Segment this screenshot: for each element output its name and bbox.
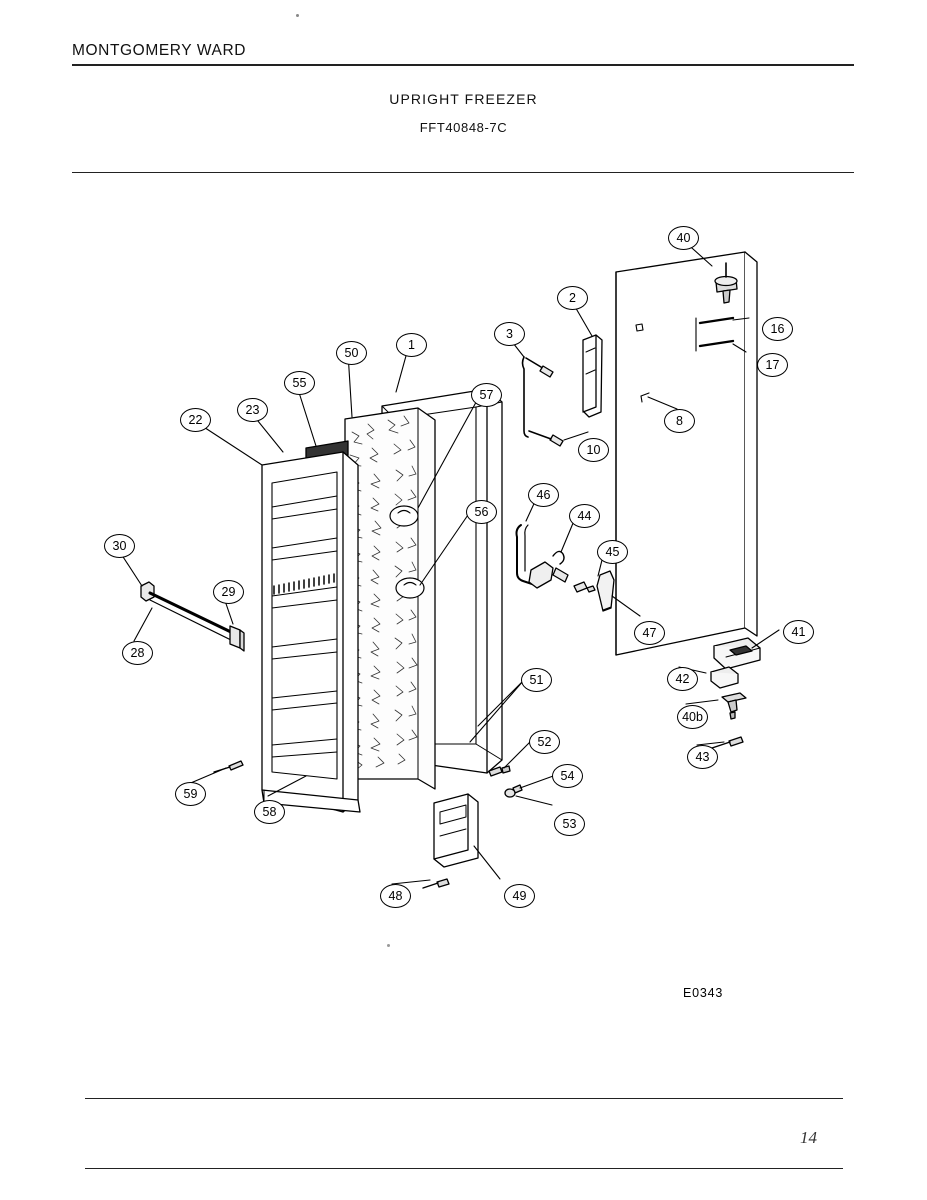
callout-51[interactable]: 51 — [521, 668, 552, 692]
callout-49[interactable]: 49 — [504, 884, 535, 908]
callout-23[interactable]: 23 — [237, 398, 268, 422]
callout-50[interactable]: 50 — [336, 341, 367, 365]
diagram-code: E0343 — [683, 986, 724, 1000]
callout-40-top[interactable]: 40 — [668, 226, 699, 250]
callout-48[interactable]: 48 — [380, 884, 411, 908]
callout-57[interactable]: 57 — [471, 383, 502, 407]
callout-30[interactable]: 30 — [104, 534, 135, 558]
model-number: FFT40848-7C — [419, 120, 508, 135]
callout-43[interactable]: 43 — [687, 745, 718, 769]
callout-56[interactable]: 56 — [466, 500, 497, 524]
callout-52[interactable]: 52 — [529, 730, 560, 754]
page-number-handwritten: 14 — [800, 1128, 817, 1147]
callout-59[interactable]: 59 — [175, 782, 206, 806]
callout-2[interactable]: 2 — [557, 286, 588, 310]
callout-53[interactable]: 53 — [554, 812, 585, 836]
callout-54[interactable]: 54 — [552, 764, 583, 788]
callout-44[interactable]: 44 — [569, 504, 600, 528]
callout-28[interactable]: 28 — [122, 641, 153, 665]
callout-29[interactable]: 29 — [213, 580, 244, 604]
callout-42[interactable]: 42 — [667, 667, 698, 691]
callout-1[interactable]: 1 — [396, 333, 427, 357]
callout-47[interactable]: 47 — [634, 621, 665, 645]
callout-8[interactable]: 8 — [664, 409, 695, 433]
callout-45[interactable]: 45 — [597, 540, 628, 564]
callout-46[interactable]: 46 — [528, 483, 559, 507]
callout-10[interactable]: 10 — [578, 438, 609, 462]
page-title: UPRIGHT FREEZER — [389, 91, 538, 107]
callout-22[interactable]: 22 — [180, 408, 211, 432]
brand-title: MONTGOMERY WARD — [72, 42, 247, 59]
callout-3[interactable]: 3 — [494, 322, 525, 346]
callout-16[interactable]: 16 — [762, 317, 793, 341]
callout-58[interactable]: 58 — [254, 800, 285, 824]
callout-40-bottom[interactable]: 40b — [677, 705, 708, 729]
callout-41[interactable]: 41 — [783, 620, 814, 644]
callout-17[interactable]: 17 — [757, 353, 788, 377]
callout-55[interactable]: 55 — [284, 371, 315, 395]
